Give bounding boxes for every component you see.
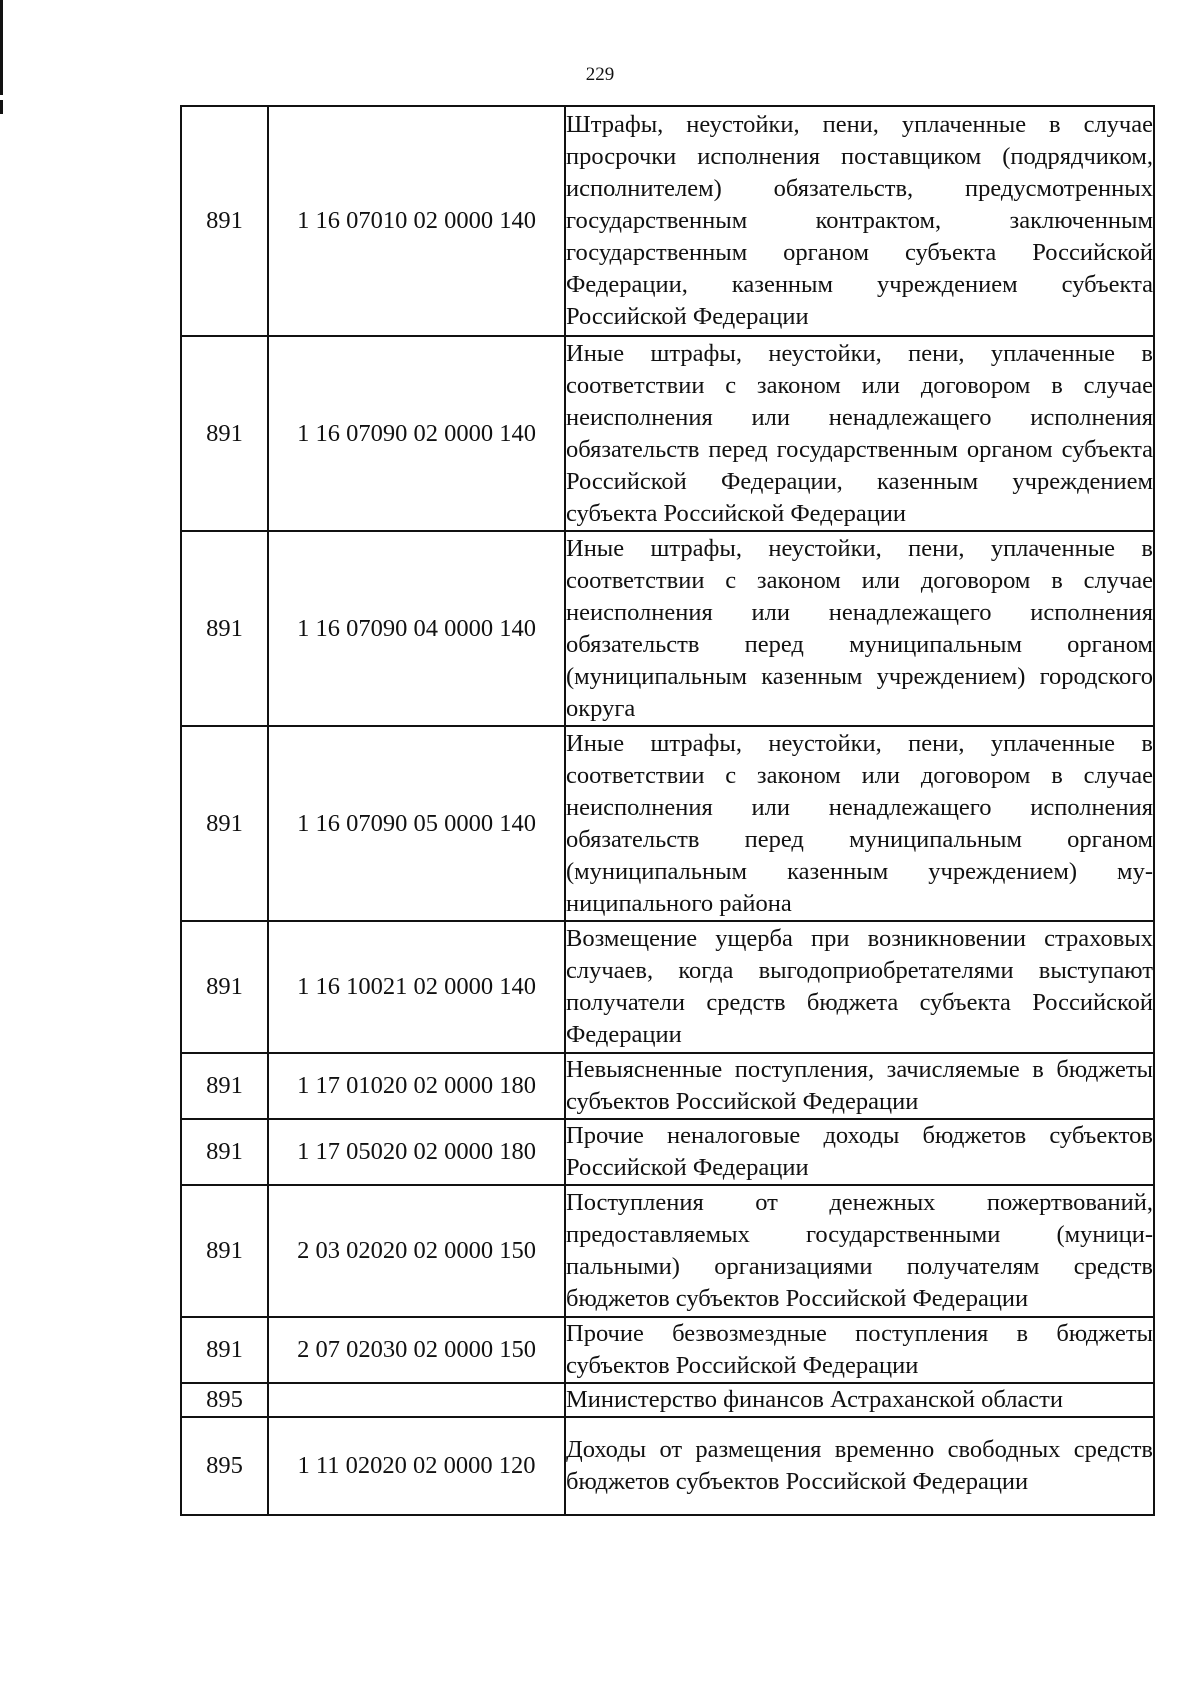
admin-code-cell: 891: [181, 726, 268, 921]
table-row: [181, 1317, 1154, 1383]
budget-code-cell: 2 07 02030 02 0000 150: [268, 1317, 565, 1383]
page-number: 229: [585, 64, 615, 85]
budget-code-cell: 1 17 01020 02 0000 180: [268, 1053, 565, 1119]
admin-code-cell: 895: [181, 1417, 268, 1515]
description-cell: Прочие неналоговые доходы бюджетов субъектов Российской Федерации: [565, 1119, 1154, 1185]
budget-code-cell: 1 16 07010 02 0000 140: [268, 106, 565, 336]
admin-code-cell: 891: [181, 1053, 268, 1119]
admin-code-cell: 891: [181, 921, 268, 1053]
table-row: [181, 1053, 1154, 1119]
table-row: [181, 921, 1154, 1053]
budget-code-cell: 1 16 07090 05 0000 140: [268, 726, 565, 921]
budget-codes-table: [180, 105, 1155, 1516]
table-row: [181, 106, 1154, 336]
admin-code-cell: 891: [181, 531, 268, 726]
budget-code-cell: 1 11 02020 02 0000 120: [268, 1417, 565, 1515]
description-cell: Поступления от денежных пожертвований, предоставляемых государственными (муниципальными) организациями получателям средств бюджетов субъектов Российской Федерации: [565, 1185, 1154, 1317]
description-cell: Иные штрафы, неустойки, пени, уплаченные в соответствии с законом или договором в случае неисполнения или ненадлежащего исполнения обязательств перед государственным органом субъекта Российской Федерации, казенным учреждением субъекта Российской Федерации: [565, 336, 1154, 531]
budget-code-cell: 1 16 07090 02 0000 140: [268, 336, 565, 531]
description-cell: Иные штрафы, неустойки, пени, уплаченные в соответствии с законом или договором в случае неисполнения или ненадлежащего исполнения обязательств перед муниципальным органом (муниципальным казенным учреждением) муниципального района: [565, 726, 1154, 921]
scan-edge-mark: [0, 100, 3, 114]
admin-code-cell: 891: [181, 1317, 268, 1383]
description-cell: Штрафы, неустойки, пени, уплаченные в случае просрочки исполнения поставщиком (подрядчиком, исполнителем) обязательств, предусмотренных государственным контрактом, заключенным государственным органом субъекта Российской Федерации, казенным учреждением субъекта Российской Федерации: [565, 106, 1154, 336]
table-row: [181, 1119, 1154, 1185]
description-cell: Министерство финансов Астраханской области: [565, 1383, 1154, 1417]
admin-code-cell: 891: [181, 106, 268, 336]
admin-code-cell: 891: [181, 336, 268, 531]
admin-code-cell: 891: [181, 1119, 268, 1185]
table-row: [181, 1185, 1154, 1317]
description-cell: Возмещение ущерба при возникновении страховых случаев, когда выгодоприобретателями выступают получатели средств бюджета субъекта Российской Федерации: [565, 921, 1154, 1053]
table-row: [181, 726, 1154, 921]
description-cell: Прочие безвозмездные поступления в бюджеты субъектов Российской Федерации: [565, 1317, 1154, 1383]
table-row: [181, 531, 1154, 726]
budget-code-cell: 1 17 05020 02 0000 180: [268, 1119, 565, 1185]
budget-code-cell: [268, 1383, 565, 1417]
table-row: [181, 336, 1154, 531]
budget-code-cell: 2 03 02020 02 0000 150: [268, 1185, 565, 1317]
table-row: [181, 1383, 1154, 1417]
budget-code-cell: 1 16 10021 02 0000 140: [268, 921, 565, 1053]
description-cell: Иные штрафы, неустойки, пени, уплаченные в соответствии с законом или договором в случае неисполнения или ненадлежащего исполнения обязательств перед муниципальным органом (муниципальным казенным учреждением) городского округа: [565, 531, 1154, 726]
table-row: [181, 1417, 1154, 1515]
budget-code-cell: 1 16 07090 04 0000 140: [268, 531, 565, 726]
admin-code-cell: 891: [181, 1185, 268, 1317]
description-cell: Невыясненные поступления, зачисляемые в бюджеты субъектов Российской Федерации: [565, 1053, 1154, 1119]
description-cell: Доходы от размещения временно свободных средств бюджетов субъектов Российской Федерации: [565, 1417, 1154, 1515]
admin-code-cell: 895: [181, 1383, 268, 1417]
